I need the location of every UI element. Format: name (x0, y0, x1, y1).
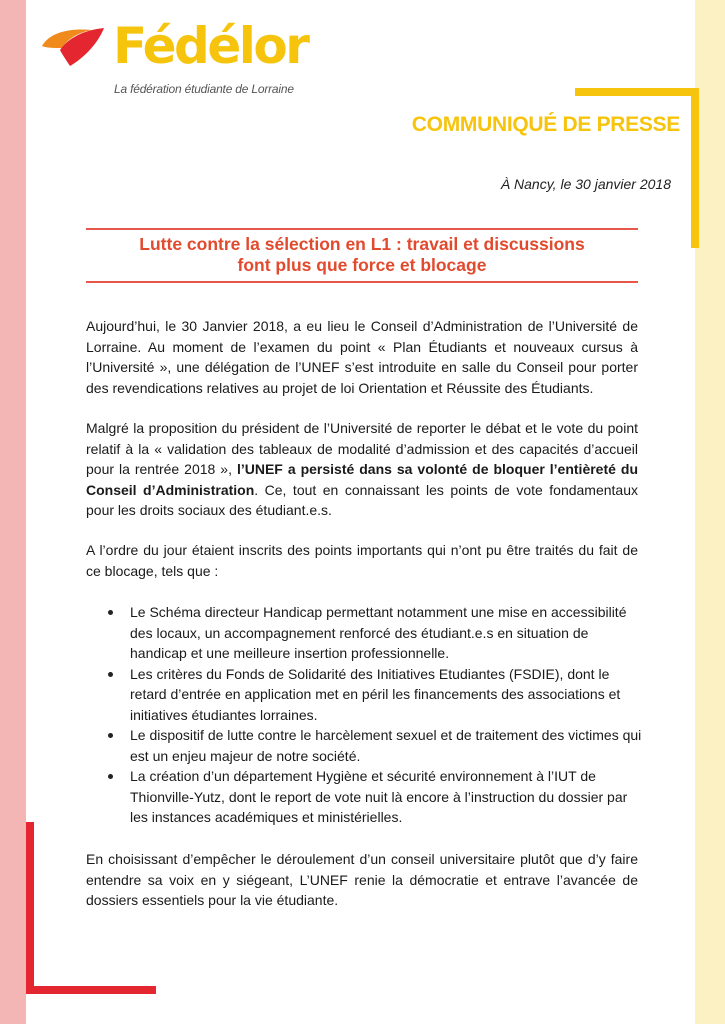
swoosh-logo-icon (40, 24, 108, 68)
list-item: La création d’un département Hygiène et sécurité environnement à l’IUT de Thionville-Yutz, dont le report de vote nuit là encore à l’instruction du dossier par les instances académiques et ministérielles. (104, 766, 644, 828)
dateline: À Nancy, le 30 janvier 2018 (500, 176, 671, 192)
logo-wordmark: Fédélor (113, 17, 308, 75)
paragraph-agenda: A l’ordre du jour étaient inscrits des points importants qui n’ont pu être traités du fait de ce blocage, tels que : (86, 542, 638, 579)
press-release-title: COMMUNIQUÉ DE PRESSE (411, 113, 680, 136)
logo-tagline: La fédération étudiante de Lorraine (114, 82, 294, 96)
list-item: Le dispositif de lutte contre le harcèlement sexuel et de traitement des victimes qui est un enjeu majeur de notre société. (104, 725, 644, 766)
fedelor-logo (40, 17, 320, 102)
paragraph-intro: Aujourd’hui, le 30 Janvier 2018, a eu lieu le Conseil d’Administration de l’Université de Lorraine. Au moment de l’examen du point « Plan Étudiants et nouveaux cursus à l’Université », une délégation de l’UNEF s’est introduite en salle du Conseil pour porter des revendications relatives au projet de loi Orientation et Réussite des Étudiants. (86, 318, 638, 396)
paragraph-blocking-emphasis: l’UNEF a persisté dans sa volonté de bloquer l’entièreté du Conseil d’Administration (86, 461, 638, 498)
list-item: Le Schéma directeur Handicap permettant notamment une mise en accessibilité des locaux, un accompagnement renforcé des étudiant.e.s en situation de handicap et une meilleure insertion professionnelle. (104, 602, 644, 664)
agenda-list (104, 602, 644, 828)
headline-line-2: font plus que force et blocage (237, 255, 487, 275)
list-item: Les critères du Fonds de Solidarité des Initiatives Etudiantes (FSDIE), dont le retard d’entrée en application met en péril les financements des associations et initiatives étudiantes lorraines. (104, 664, 644, 726)
left-decorative-band (0, 0, 26, 1024)
paragraph-blocking (86, 418, 638, 521)
right-decorative-band (695, 0, 725, 1024)
red-bracket-vertical (26, 822, 34, 994)
paragraph-conclusion: En choisissant d’empêcher le déroulement d’un conseil universitaire plutôt que d’y faire entendre sa voix en y siégeant, L’UNEF renie la démocratie et entrave l’avancée de dossiers essentiels pour la vie étudiante. (86, 851, 638, 908)
yellow-bracket-vertical (691, 88, 699, 248)
yellow-bracket-horizontal (575, 88, 699, 96)
headline-line-1: Lutte contre la sélection en L1 : travail et discussions (139, 234, 585, 254)
paragraph-blocking-end: . Ce, tout en connaissant les points de vote fondamentaux pour les droits sociaux des étudiant.e.s. (86, 481, 638, 518)
red-bracket-horizontal (26, 986, 156, 994)
headline (86, 228, 638, 283)
paragraph-blocking-start: Malgré la proposition du président de l’Université de reporter le débat et le vote du point relatif à la « validation des tableaux de modalité d’admission et des capacités d’accueil pour la rentrée 2018 », (86, 420, 638, 477)
